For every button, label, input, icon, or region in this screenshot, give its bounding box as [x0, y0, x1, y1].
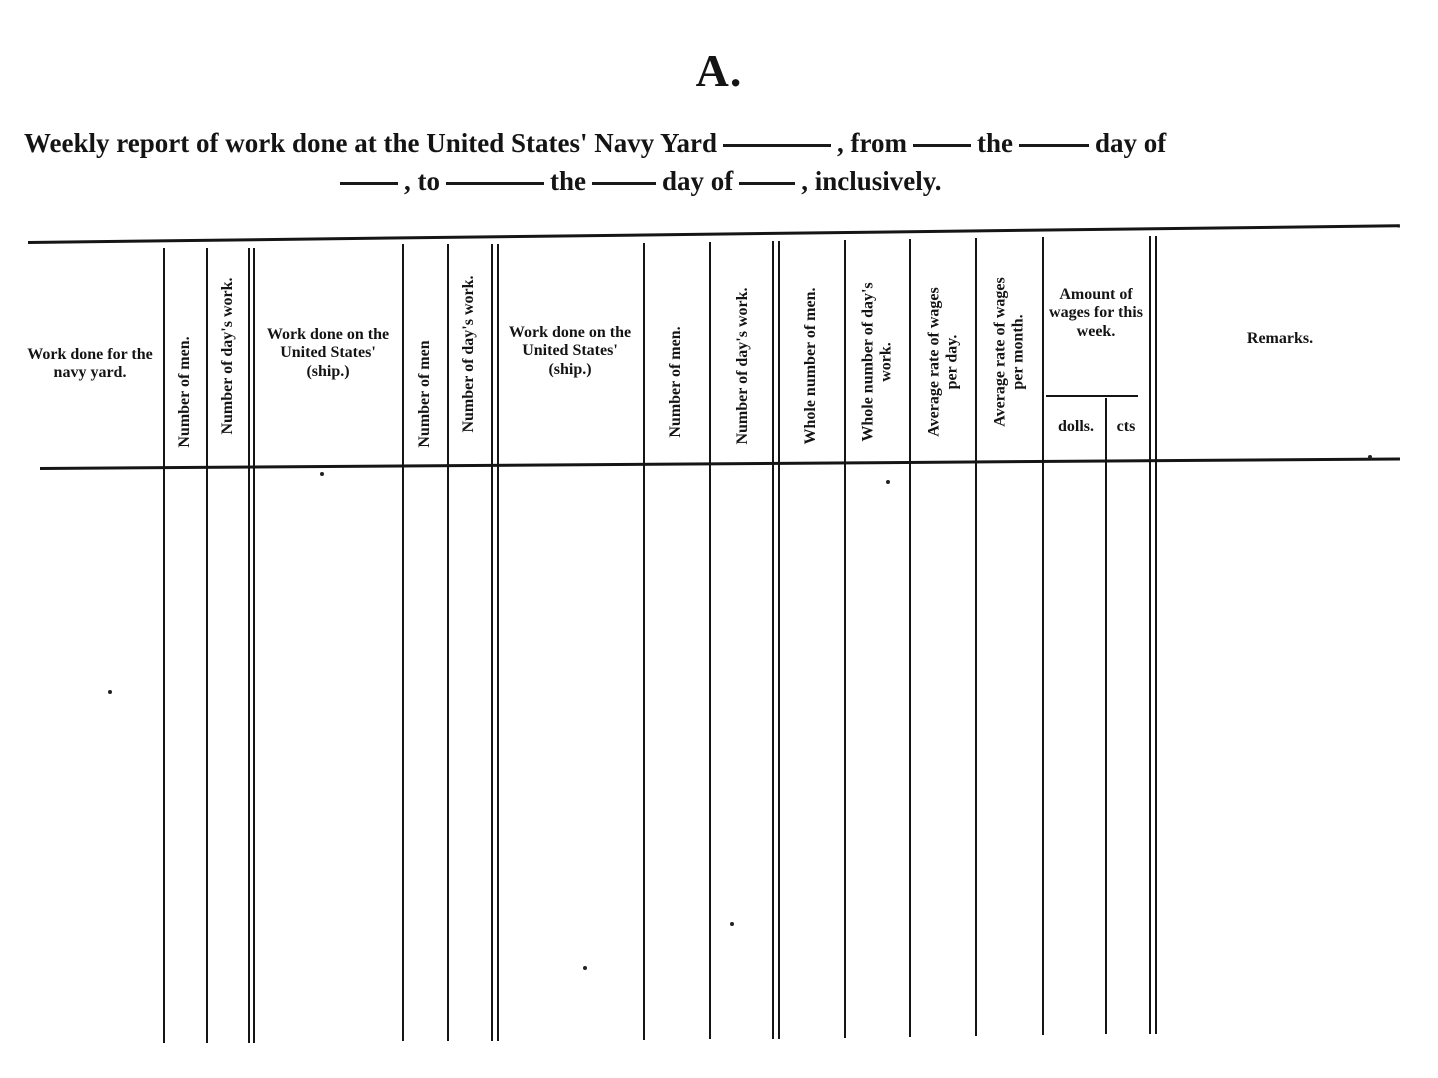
header-work-ship-2: Work done on the United States' (ship.) [508, 324, 632, 378]
title-part-6: the [550, 166, 586, 196]
dolls-cts-divider [1105, 398, 1107, 1034]
form-letter: A. [695, 45, 743, 96]
header-days-work-3: Number of day's work. [734, 287, 752, 445]
column-divider [975, 238, 977, 1036]
header-dolls: dolls. [1057, 418, 1094, 435]
header-whole-days [859, 282, 894, 441]
header-remarks: Remarks. [1246, 330, 1314, 347]
print-speck [886, 480, 890, 484]
column-divider [909, 239, 911, 1037]
title-part-3: the [976, 128, 1013, 158]
form-title-line-2 [340, 166, 942, 197]
column-divider [206, 248, 208, 1043]
column-divider [497, 244, 499, 1041]
column-divider [1149, 236, 1151, 1034]
header-days-work-2: Number of day's work. [460, 275, 478, 433]
title-part-5: , to [404, 166, 440, 196]
blank-to-month[interactable] [739, 182, 795, 185]
title-part-7: day of [662, 166, 734, 196]
amount-subrule [1046, 395, 1138, 397]
header-avg-wages-day-line-2: per day. [943, 334, 960, 390]
header-whole-days-line-1: Whole number of day's [859, 282, 877, 442]
column-divider [402, 244, 404, 1041]
header-work-navy-yard: Work done for the navy yard. [27, 346, 153, 382]
header-cts: cts [1116, 418, 1136, 435]
print-speck [108, 690, 112, 694]
print-speck [320, 472, 324, 476]
title-part-1: Weekly report of work done at the United States' Navy Yard [24, 128, 717, 158]
header-whole-days-line-2: work. [877, 342, 894, 382]
header-days-work-1: Number of day's work. [219, 277, 237, 435]
column-divider [778, 241, 780, 1039]
blank-to[interactable] [446, 182, 544, 185]
header-avg-wages-month-line-1: Average rate of wages [991, 277, 1009, 427]
column-divider [1155, 236, 1157, 1034]
column-divider [447, 244, 449, 1041]
header-avg-wages-day-line-1: Average rate of wages [925, 287, 943, 437]
column-divider [163, 248, 165, 1043]
blank-yard[interactable] [723, 144, 831, 147]
column-divider [491, 244, 493, 1041]
print-speck [1368, 455, 1372, 459]
column-divider [643, 243, 645, 1040]
header-bottom-rule [40, 458, 1400, 470]
header-avg-wages-day [925, 287, 960, 436]
blank-from-day[interactable] [1019, 144, 1089, 147]
column-divider [248, 248, 250, 1043]
blank-from[interactable] [913, 144, 971, 147]
title-part-8: , inclusively. [801, 166, 942, 196]
header-avg-wages-month-line-2: per month. [1009, 314, 1026, 390]
top-rule [28, 224, 1400, 244]
column-divider [772, 241, 774, 1039]
header-whole-men: Whole number of men. [802, 287, 820, 445]
header-number-of-men-3: Number of men. [667, 326, 685, 438]
header-work-ship-1: Work done on the United States' (ship.) [266, 326, 390, 380]
header-avg-wages-month [991, 277, 1026, 426]
header-number-of-men-1: Number of men. [176, 336, 194, 448]
print-speck [730, 922, 734, 926]
blank-from-month[interactable] [340, 182, 398, 185]
header-number-of-men-2: Number of men [416, 340, 434, 448]
print-speck [583, 966, 587, 970]
title-part-2: , from [836, 128, 907, 158]
column-divider [709, 242, 711, 1039]
title-part-4: day of [1094, 128, 1167, 158]
blank-to-day[interactable] [592, 182, 656, 185]
form-title-line-1 [24, 128, 1166, 159]
header-amount-wages: Amount of wages for this week. [1049, 286, 1143, 340]
column-divider [253, 248, 255, 1043]
column-divider [1042, 237, 1044, 1035]
column-divider [844, 240, 846, 1038]
